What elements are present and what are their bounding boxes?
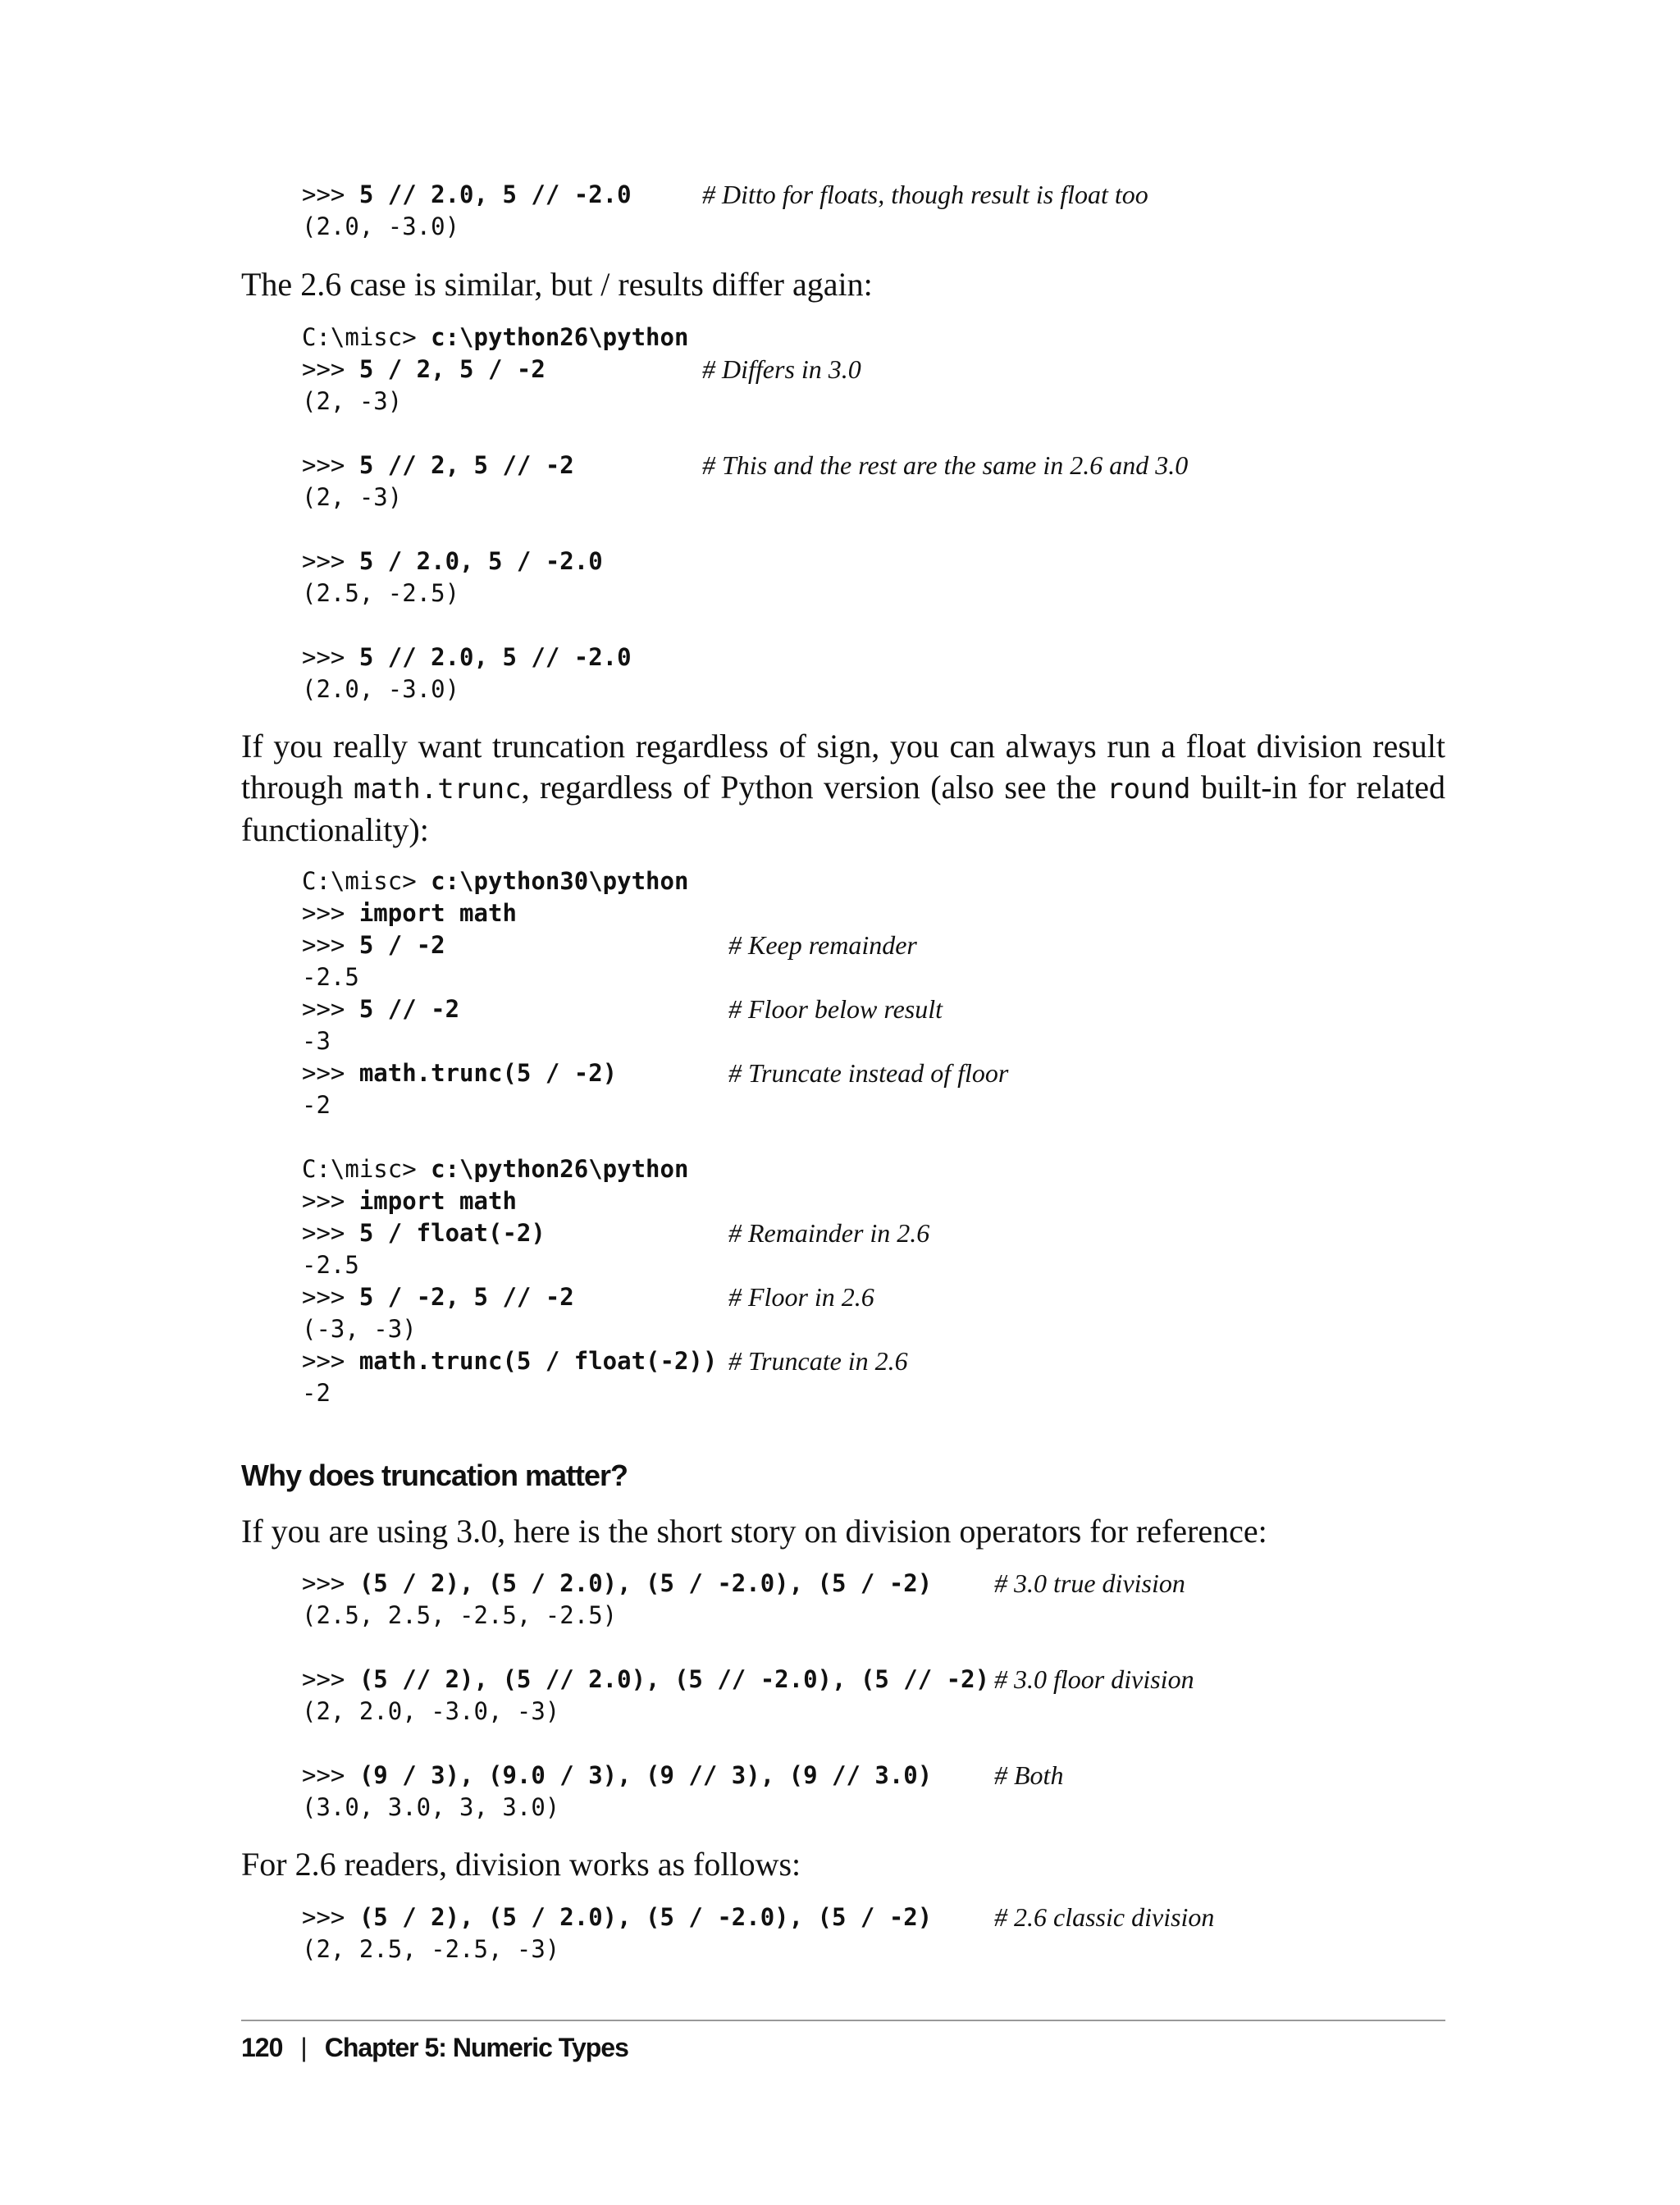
code-block-python26: C:\misc> c:\python26\python >>> 5 / 2, 5 / -2 # Differs in 3.0 (2, -3) >>> 5 // 2, 5 // -2 # This and the rest are the same in 2.6 and 3.0 (2, -3) >>> 5 / 2.0, 5 / -2.0 (2.5, -2.5) >>> 5 // 2.0, 5 // -2.0 (2.0, -3.0): [302, 323, 1189, 703]
code-comment: # Ditto for floats, though result is float too: [702, 180, 1148, 209]
code-comment: # 3.0 true division: [994, 1568, 1185, 1598]
code-comment: # Floor below result: [728, 994, 943, 1024]
paragraph-2-6-case: The 2.6 case is similar, but / results differ again:: [241, 266, 873, 303]
chapter-title: Chapter 5: Numeric Types: [324, 2033, 628, 2062]
footer-separator: |: [300, 2033, 307, 2062]
paragraph-short-story: If you are using 3.0, here is the short story on division operators for reference:: [241, 1513, 1267, 1550]
code-block-division-26: >>> (5 / 2), (5 / 2.0), (5 / -2.0), (5 / -2) # 2.6 classic division (2, 2.5, -2.5, -3): [302, 1902, 1215, 1963]
page-number: 120: [241, 2033, 283, 2062]
section-heading: Why does truncation matter?: [241, 1459, 628, 1492]
code-comment: # This and the rest are the same in 2.6 and 3.0: [702, 450, 1189, 480]
code-block-trunc-python26: C:\misc> c:\python26\python >>> import math >>> 5 / float(-2) # Remainder in 2.6 -2.5 >>> 5 / -2, 5 // -2 # Floor in 2.6 (-3, -3) >>> math.trunc(5 / float(-2)) # Truncate in 2.6 -2: [302, 1155, 930, 1407]
code-comment: # Both: [994, 1760, 1064, 1790]
paragraph-truncation: If you really want truncation regardless of sign, you can always run a float division result through math.trunc, regardless of Python version (also see the round built-in for related functionality):: [241, 728, 1446, 848]
inline-code-round: round: [1107, 773, 1191, 806]
code-block-floor-floats: >>> 5 // 2.0, 5 // -2.0 # Ditto for floats, though result is float too (2.0, -3.0): [302, 180, 1148, 240]
code-comment: # Remainder in 2.6: [728, 1218, 930, 1248]
code-comment: # 2.6 classic division: [994, 1902, 1215, 1932]
page-footer: [241, 2033, 628, 2063]
code-comment: # 3.0 floor division: [994, 1664, 1194, 1694]
code-comment: # Differs in 3.0: [702, 354, 861, 384]
code-comment: # Truncate instead of floor: [728, 1058, 1009, 1088]
code-block-trunc-python30: C:\misc> c:\python30\python >>> import math >>> 5 / -2 # Keep remainder -2.5 >>> 5 // -2 # Floor below result -3 >>> math.trunc(5 / -2) # Truncate instead of floor -2: [302, 867, 1009, 1119]
code-block-division-30: >>> (5 / 2), (5 / 2.0), (5 / -2.0), (5 / -2) # 3.0 true division (2.5, 2.5, -2.5, -2.5) >>> (5 // 2), (5 // 2.0), (5 // -2.0), (5 // -2) # 3.0 floor division (2, 2.0, -3.0, -3) >>> (9 / 3), (9.0 / 3), (9 // 3), (9 // 3.0) # Both (3.0, 3.0, 3, 3.0): [302, 1568, 1194, 1821]
code-comment: # Keep remainder: [728, 930, 917, 960]
paragraph-26-readers: For 2.6 readers, division works as follows:: [241, 1846, 801, 1883]
footer-rule: [241, 2020, 1445, 2021]
code-comment: # Truncate in 2.6: [728, 1346, 908, 1376]
inline-code-math-trunc: math.trunc: [353, 773, 522, 806]
code-comment: # Floor in 2.6: [728, 1282, 874, 1312]
